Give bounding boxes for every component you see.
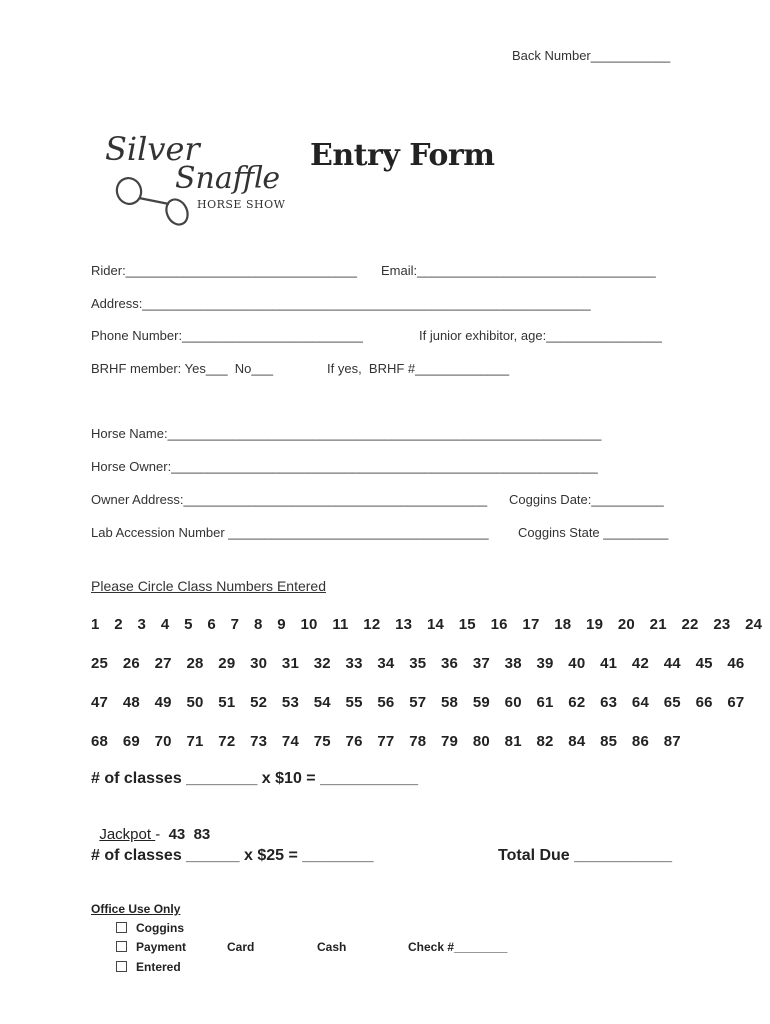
address-field[interactable]: Address:______________________________________________________________ — [91, 296, 591, 311]
jackpot-numbers[interactable]: 43 83 — [168, 826, 211, 843]
payment-label: Payment — [136, 940, 187, 954]
coggins-state-field[interactable]: Coggins State _________ — [518, 525, 669, 540]
junior-age-field[interactable]: If junior exhibitor, age:________________ — [419, 328, 662, 343]
jackpot-line[interactable] — [91, 809, 210, 843]
page-title: Entry Form — [310, 138, 495, 173]
jackpot-label: Jackpot — [99, 826, 156, 843]
coggins-checkbox[interactable] — [116, 922, 127, 933]
class-numbers-row-1[interactable]: 1 2 3 4 5 6 7 8 9 10 11 12 13 14 15 16 17 18 19 20 21 22 23 24 — [91, 616, 763, 633]
jackpot-fee-calc[interactable]: # of classes ______ x $25 = ________ — [91, 847, 374, 864]
silver-snaffle-logo — [92, 108, 286, 213]
lab-accession-field[interactable]: Lab Accession Number ____________________________________ — [91, 525, 489, 540]
entered-checkbox[interactable] — [116, 961, 127, 972]
logo-subtitle: HORSE SHOW — [196, 198, 286, 211]
owner-address-field[interactable]: Owner Address:__________________________________________ — [91, 492, 488, 507]
class-fee-calc[interactable]: # of classes ________ x $10 = ___________ — [91, 770, 418, 787]
back-number-field[interactable]: Back Number___________ — [512, 48, 671, 63]
total-due-field[interactable]: Total Due ___________ — [498, 847, 673, 864]
check-number-field[interactable]: Check #________ — [408, 940, 508, 954]
email-field[interactable]: Email:_________________________________ — [381, 263, 656, 278]
horse-owner-field[interactable]: Horse Owner:___________________________________________________________ — [91, 459, 598, 474]
class-numbers-row-2[interactable]: 25 26 27 28 29 30 31 32 33 34 35 36 37 38 39 40 41 42 44 45 46 — [91, 655, 745, 672]
class-numbers-row-3[interactable]: 47 48 49 50 51 52 53 54 55 56 57 58 59 60 61 62 63 64 65 66 67 — [91, 694, 745, 711]
phone-field[interactable]: Phone Number:_________________________ — [91, 328, 363, 343]
coggins-date-field[interactable]: Coggins Date:__________ — [509, 492, 664, 507]
horse-name-field[interactable]: Horse Name:____________________________________________________________ — [91, 426, 602, 441]
card-label[interactable]: Card — [227, 940, 255, 954]
brhf-member-field[interactable]: BRHF member: Yes___ No___ — [91, 361, 274, 376]
logo-line1: Silver — [104, 130, 200, 168]
cash-label[interactable]: Cash — [317, 940, 347, 954]
logo-line2: Snaffle — [174, 161, 280, 196]
classes-heading: Please Circle Class Numbers Entered — [91, 578, 326, 594]
office-use-heading: Office Use Only — [91, 902, 181, 916]
entered-label: Entered — [136, 960, 181, 974]
rider-field[interactable]: Rider:________________________________ — [91, 263, 358, 278]
jackpot-sep: - — [155, 826, 169, 843]
coggins-label: Coggins — [136, 921, 184, 935]
class-numbers-row-4[interactable]: 68 69 70 71 72 73 74 75 76 77 78 79 80 81 82 84 85 86 87 — [91, 733, 681, 750]
payment-checkbox[interactable] — [116, 941, 127, 952]
brhf-number-field[interactable]: If yes, BRHF #_____________ — [327, 361, 510, 376]
